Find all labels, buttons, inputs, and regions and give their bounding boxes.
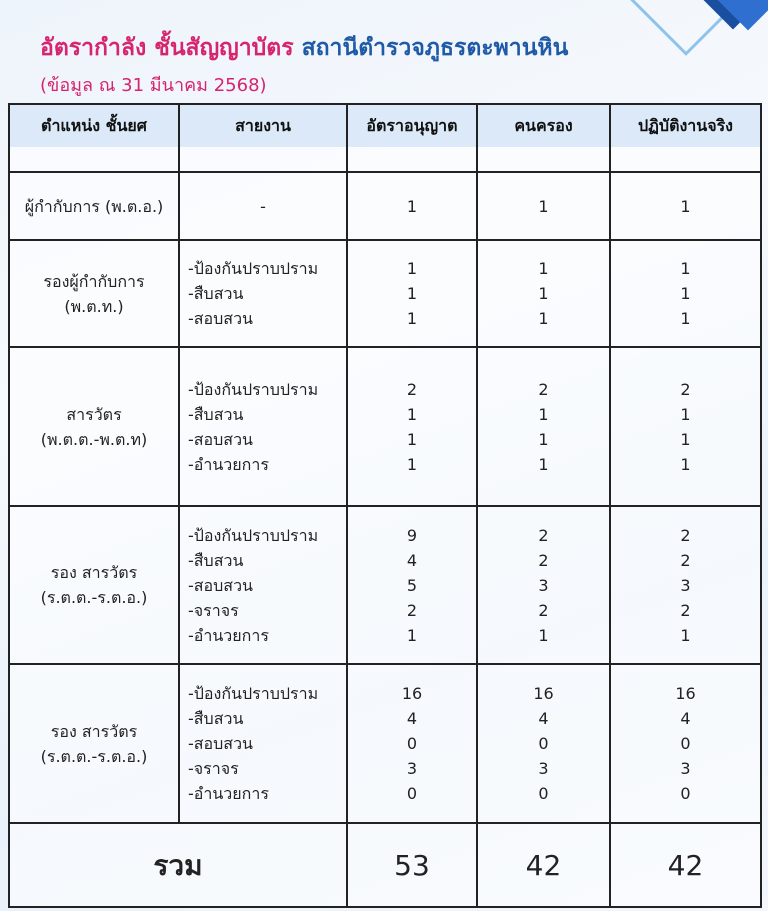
title-block [40,30,568,99]
cell-line: 1 [680,284,691,303]
corner-decoration [618,0,768,90]
cell-line: 1 [680,404,691,424]
cell-line: -จราจร [188,759,239,778]
cell-line: 1 [538,309,549,328]
cell-line: 3 [538,759,549,778]
cell-line: 1 [538,429,549,449]
cell-line: 1 [680,196,691,216]
cell-line: -อำนวยการ [188,784,269,803]
cell-line: 0 [680,784,691,803]
cell-line: 2 [538,600,549,620]
cell-work [179,664,347,823]
header-spacer-row [9,147,761,172]
cell-line: 1 [406,196,418,216]
table-row [9,664,761,823]
cell-work [179,506,347,664]
cell-actual [610,240,761,347]
cell-line: (พ.ต.ต.-พ.ต.ท) [40,429,148,449]
cell-line: (พ.ต.ท.) [64,296,124,316]
cell-work [179,172,347,240]
cell-line: -อำนวยการ [188,454,269,474]
table-row [9,172,761,240]
cell-occupied [477,172,610,240]
cell-line: (ร.ต.ต.-ร.ต.อ.) [40,588,148,607]
cell-line: 1 [538,625,549,645]
col-allowed: อัตราอนุญาต [347,104,477,147]
cell-line: 1 [538,284,549,303]
table-row [9,347,761,506]
cell-line: 1 [538,259,549,278]
cell-work [179,240,347,347]
page-subtitle: (ข้อมูล ณ 31 มีนาคม 2568) [40,75,267,96]
cell-line: 1 [538,454,549,474]
cell-allowed [347,172,477,240]
cell-line: -ป้องกันปราบปราม [188,259,319,278]
cell-line: -สืบสวน [188,284,244,303]
cell-position [9,172,179,240]
cell-line: 1 [680,429,691,449]
cell-actual [610,506,761,664]
cell-line: 0 [538,784,549,803]
col-actual: ปฏิบัติงานจริง [610,104,761,147]
total-allowed: 53 [347,823,477,907]
cell-line: 4 [680,709,691,728]
cell-line: 3 [680,575,691,595]
cell-actual [610,172,761,240]
cell-line: 0 [680,734,691,753]
table-row [9,240,761,347]
cell-line: 16 [675,684,696,703]
title-part-pink: อัตรากำลัง [40,35,147,61]
cell-allowed [347,664,477,823]
cell-line: รอง สารวัตร [50,721,138,741]
cell-line: 2 [538,525,549,545]
cell-line: (ร.ต.ต.-ร.ต.อ.) [40,746,148,766]
cell-line: -อำนวยการ [188,625,269,645]
total-actual: 42 [610,823,761,907]
cell-line: 1 [538,196,549,216]
cell-allowed [347,240,477,347]
total-row [9,823,761,907]
cell-line: 5 [406,575,418,595]
cell-line: -ป้องกันปราบปราม [188,525,319,545]
total-label: รวม [9,823,347,907]
cell-line: 2 [538,379,549,399]
total-occupied: 42 [477,823,610,907]
cell-line: 1 [406,625,418,645]
cell-occupied [477,506,610,664]
page-title [40,30,568,66]
cell-line: 0 [406,734,418,753]
cell-line: 3 [538,575,549,595]
cell-line: 1 [680,309,691,328]
cell-line: 16 [533,684,554,703]
cell-work [179,347,347,506]
manpower-table [8,103,762,908]
cell-line: 2 [406,379,418,399]
title-part-pink-2: ชั้นสัญญาบัตร [154,35,294,61]
cell-line: -สอบสวน [188,575,253,595]
cell-line: -สืบสวน [188,709,244,728]
cell-line: 4 [538,709,549,728]
cell-line: 2 [538,550,549,570]
cell-line: -สอบสวน [188,734,253,753]
cell-line: -สอบสวน [188,429,253,449]
cell-line: 4 [406,550,418,570]
cell-line: -สอบสวน [188,309,253,328]
cell-line: 1 [406,454,418,474]
cell-line: 0 [538,734,549,753]
cell-position [9,664,179,823]
cell-line: 2 [680,379,691,399]
cell-occupied [477,664,610,823]
cell-line: รองผู้กำกับการ [43,271,145,291]
table-row [9,506,761,664]
cell-line: - [260,196,266,216]
col-position: ตำแหน่ง ชั้นยศ [9,104,179,147]
cell-occupied [477,240,610,347]
cell-line: 1 [680,259,691,278]
col-work: สายงาน [179,104,347,147]
title-part-blue: สถานีตำรวจภูธรตะพานหิน [301,35,569,61]
cell-line: 3 [680,759,691,778]
cell-line: -สืบสวน [188,404,244,424]
cell-line: 2 [680,525,691,545]
cell-line: -ป้องกันปราบปราม [188,684,319,703]
cell-line: 2 [406,600,418,620]
cell-line: 1 [406,259,418,278]
cell-line: 1 [538,404,549,424]
cell-line: 1 [406,429,418,449]
col-occupied: คนครอง [477,104,610,147]
cell-line: -สืบสวน [188,550,244,570]
cell-line: -จราจร [188,600,239,620]
cell-line: -ป้องกันปราบปราม [188,379,319,399]
cell-line: 0 [406,784,418,803]
cell-occupied [477,347,610,506]
cell-allowed [347,347,477,506]
cell-position [9,506,179,664]
cell-line: ผู้กำกับการ (พ.ต.อ.) [24,196,164,216]
cell-line: 3 [406,759,418,778]
cell-line: รอง สารวัตร [50,563,138,582]
cell-line: 9 [406,525,418,545]
cell-line: 1 [406,284,418,303]
cell-line: 1 [406,309,418,328]
cell-line: 1 [680,625,691,645]
cell-position [9,347,179,506]
cell-allowed [347,506,477,664]
cell-line: 4 [406,709,418,728]
cell-line: 16 [401,684,423,703]
cell-position [9,240,179,347]
cell-line: 1 [406,404,418,424]
cell-actual [610,347,761,506]
cell-actual [610,664,761,823]
cell-line: สารวัตร [66,404,122,424]
cell-line: 1 [680,454,691,474]
cell-line: 2 [680,600,691,620]
header-row [9,104,761,147]
cell-line: 2 [680,550,691,570]
